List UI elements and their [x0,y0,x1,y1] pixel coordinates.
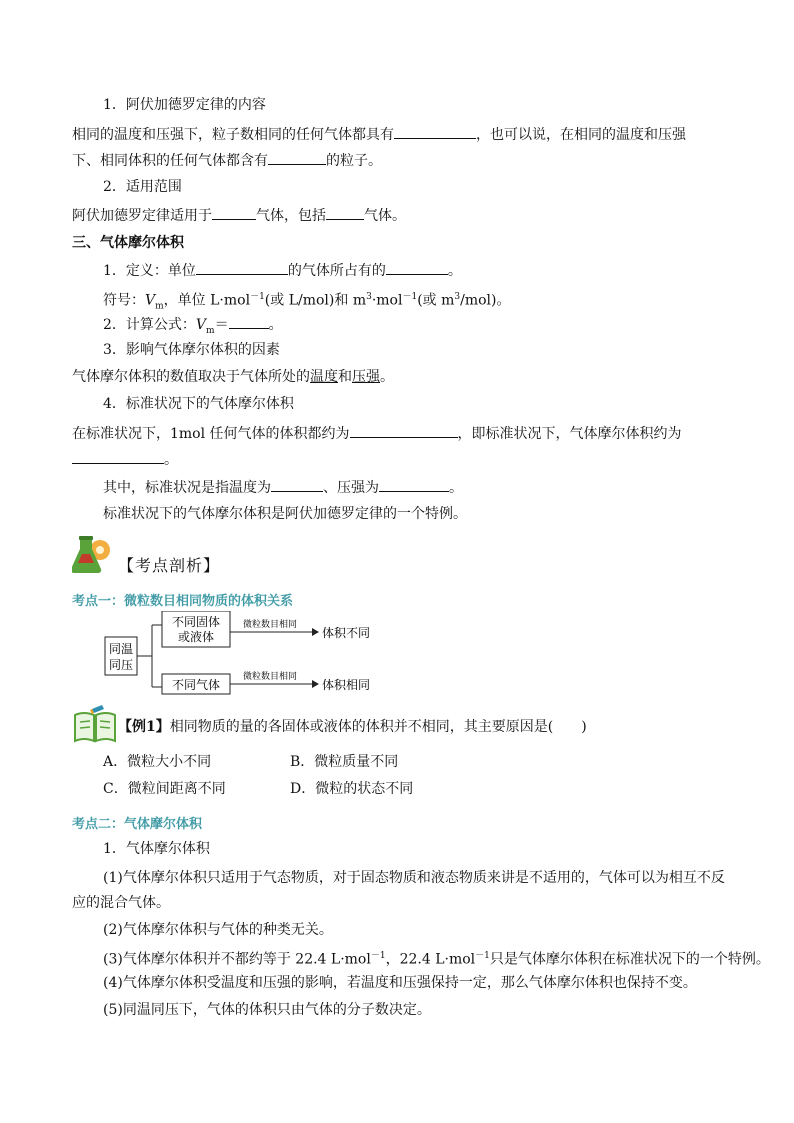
diagram-top-result: 体积不同 [322,626,371,640]
factor-title: 3．影响气体摩尔体积的因素 [103,342,280,358]
diagram-bottom-arrow-label: 微粒数目相同 [242,672,298,682]
diagram-bottom-box-label: 不同气体 [171,678,221,692]
diagram-top-arrow-label: 微粒数目相同 [242,620,298,630]
law-content-line2: 下、相同体积的任何气体都含有 的粒子。 [72,150,382,171]
answer-blank[interactable] [268,150,326,165]
analysis-heading: 【考点剖析】 [118,556,221,575]
factor-line: 气体摩尔体积的数值取决于气体所处的温度和压强。 [72,369,394,385]
item4: (4)气体摩尔体积受温度和压强的影响，若温度和压强保持一定，那么气体摩尔体积也保持不变。 [103,975,697,991]
option-c[interactable]: C．微粒间距离不同 [103,781,226,797]
item1-line2: 应的混合气体。 [72,895,170,911]
item3: (3)气体摩尔体积并不都约等于 22.4 L·mol$^{-1}$，22.4 L·mol$^{-1}$只是气体摩尔体积在标准状况下的一个特例。 [103,951,770,968]
std-line1: 在标准状况下，1mol 任何气体的体积都约为 ，即标准状况下，气体摩尔体积约为 [72,423,682,444]
molar-volume-title: 1．气体摩尔体积 [103,841,210,857]
section3-title: 三、气体摩尔体积 [72,235,184,251]
law-content-title: 1．阿伏加德罗定律的内容 [103,97,266,113]
answer-blank[interactable] [72,449,164,464]
formula-line: 2．计算公式：$V_m=$ 。 [103,314,283,341]
answer-blank[interactable] [386,260,448,275]
law-content-line1: 相同的温度和压强下，粒子数相同的任何气体都具有 ，也可以说，在相同的温度和压强 [72,124,686,145]
diagram-bottom-result: 体积相同 [322,678,371,692]
answer-blank[interactable] [229,314,269,329]
std-cond-line: 其中，标准状况是指温度为 、压强为 。 [103,477,463,498]
item5: (5)同温同压下，气体的体积只由气体的分子数决定。 [103,1002,431,1018]
answer-blank[interactable] [350,423,458,438]
std-special-line: 标准状况下的气体摩尔体积是阿伏加德罗定律的一个特例。 [103,506,467,522]
book-pencil-icon [72,703,118,743]
point2-title: 考点二：气体摩尔体积 [72,817,203,832]
item2: (2)气体摩尔体积与气体的种类无关。 [103,922,333,938]
relation-diagram [100,611,400,695]
scope-title: 2．适用范围 [103,179,182,195]
point1-title: 考点一：微粒数目相同物质的体积关系 [72,594,294,609]
definition-line: 1．定义：单位 的气体所占有的 。 [103,260,462,281]
answer-blank[interactable] [212,205,256,220]
option-a[interactable]: A．微粒大小不同 [103,754,212,770]
answer-blank[interactable] [196,260,288,275]
std-line2: 。 [72,449,178,470]
diagram-left-line1: 同温 [108,642,134,656]
answer-blank[interactable] [271,477,323,492]
std-title: 4．标准状况下的气体摩尔体积 [103,396,294,412]
diagram-top-box-line2: 或液体 [177,630,215,644]
option-b[interactable]: B．微粒质量不同 [290,754,399,770]
option-d[interactable]: D．微粒的状态不同 [290,781,414,797]
example1-line: 【例1】相同物质的量的各固体或液体的体积并不相同，其主要原因是( ) [118,719,587,735]
item1-line1: (1)气体摩尔体积只适用于气态物质，对于固态物质和液态物质来讲是不适用的，气体可以为相互不反 [103,870,725,886]
scope-line: 阿伏加德罗定律适用于 气体，包括 气体。 [72,205,406,226]
answer-blank[interactable] [394,124,476,139]
diagram-left-line2: 同压 [108,658,134,672]
answer-blank[interactable] [379,477,449,492]
symbol-line: 符号：$V_m$，单位 L·mol$^{-1}$(或 L/mol)和 $m^3\cdot mol^{-1}$(或 $m^3/mol$)。 [103,292,511,312]
flask-icon [72,533,116,577]
answer-blank[interactable] [326,205,364,220]
diagram-top-box-line1: 不同固体 [171,615,221,629]
